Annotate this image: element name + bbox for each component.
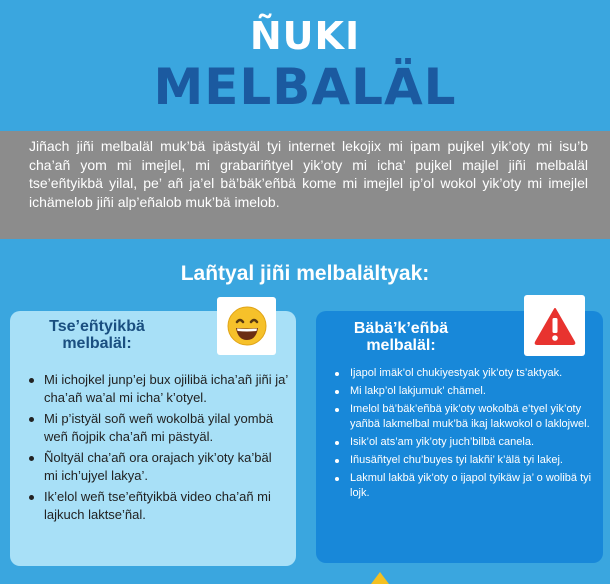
list-item: Isik’ol ats’am yik’oty juch’bilbä canela. xyxy=(332,435,594,450)
fun-challenges-title-line1: Tse’eñtyikbä xyxy=(49,318,145,335)
bottom-warning-icon xyxy=(371,572,389,584)
dangerous-challenges-list xyxy=(332,366,594,504)
warning-triangle-icon xyxy=(524,295,585,356)
section-heading: Lañtyal jiñi melbalältyak: xyxy=(180,262,430,285)
list-item: Mi p’istyäl soñ weñ wokolbä yilal yombä weñ ñojpik cha’añ mi pästyäl. xyxy=(26,410,288,445)
fun-challenges-title-line2: melbaläl: xyxy=(62,335,132,352)
title-top-line: ÑUKI xyxy=(249,14,361,58)
dangerous-challenges-title xyxy=(326,320,476,354)
list-item: Mi lakp’ol lakjumuk’ chämel. xyxy=(332,384,594,399)
laughing-face-icon xyxy=(217,297,276,355)
list-item: Ñoltyäl cha’añ ora orajach yik’oty ka’bäl mi ich’ujyel lakya’. xyxy=(26,449,288,484)
fun-challenges-title xyxy=(32,318,162,352)
list-item: Iñusäñtyel chu’buyes tyi lakñi’ k’älä tyi lakej. xyxy=(332,453,594,468)
list-item: Mi ichojkel junp’ej bux ojilibä icha’añ jiñi ja’ cha’añ wa’al mi icha’ k’otyel. xyxy=(26,371,288,406)
dangerous-challenges-card xyxy=(316,311,603,563)
dangerous-challenges-title-line2: melbaläl: xyxy=(366,337,436,354)
dangerous-challenges-title-line1: Bäbä’k’eñbä xyxy=(353,320,449,337)
page-title: MELBALÄL xyxy=(153,58,457,116)
list-item: Imelol bä’bäk’eñbä yik’oty wokolbä e’tyel yik’oty yañbä lakmelbal muk’bä ikaj lakwokol o laklojwel. xyxy=(332,402,594,432)
fun-challenges-list xyxy=(26,371,288,527)
list-item: Ijapol imäk’ol chukiyestyak yik’oty ts’aktyak. xyxy=(332,366,594,381)
fun-challenges-card xyxy=(10,311,296,566)
intro-paragraph: Jiñach jiñi melbaläl muk’bä ipästyäl tyi internet lekojix mi ipam pujkel yik’oty mi isu’b cha’añ yom mi imejlel, mi grabariñtyel yik’oty mi icha’ pujkel majlel jiñi melbaläl tse’eñtyikbä yilal, pe’ añ ja’el bä’bäk’eñbä kome mi imejlel ip’ol wokol yik’oty mi imejlel ichämelob jiñi alp’eñalob muk’bä imelob. xyxy=(0,131,610,239)
list-item: Ik’elol weñ tse’eñtyikbä video cha’añ mi lajkuch laktse’ñal. xyxy=(26,488,288,523)
list-item: Lakmul lakbä yik’oty o ijapol tyikäw ja’ o wolibä tyi lojk. xyxy=(332,471,594,501)
